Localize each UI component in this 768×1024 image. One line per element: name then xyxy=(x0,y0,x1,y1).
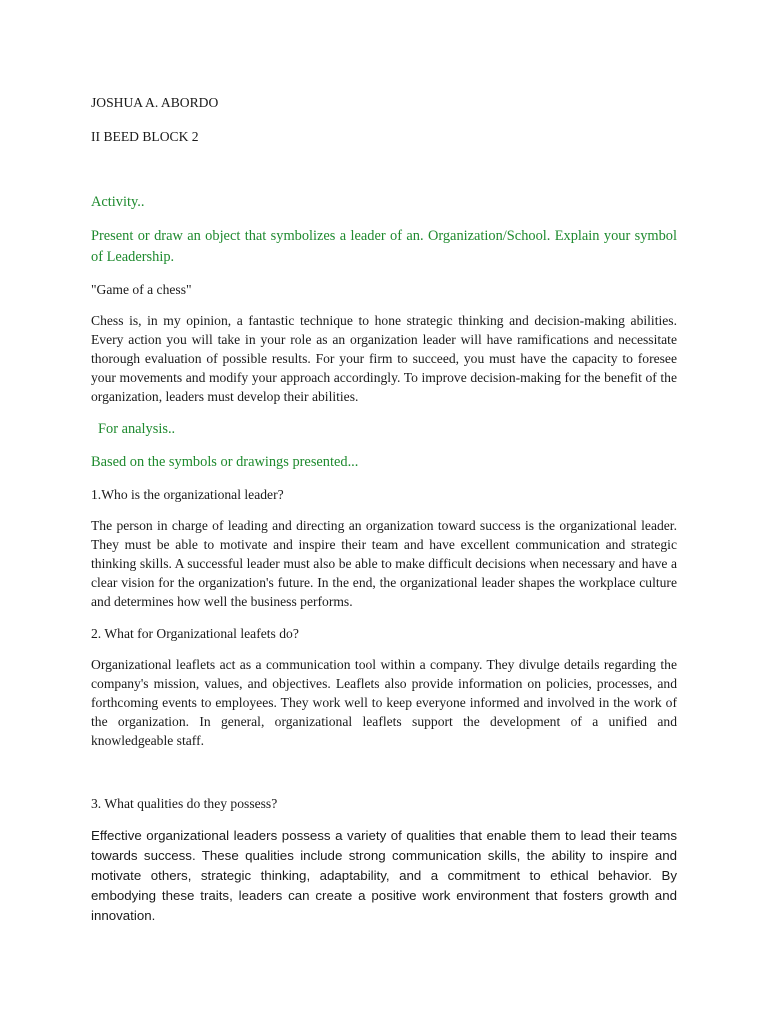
activity-prompt: Present or draw an object that symbolizes a leader of an. Organization/School. Explain your symbol of Leadership. xyxy=(91,228,677,265)
question-3: 3. What qualities do they possess? xyxy=(91,796,278,811)
question-2: 2. What for Organizational leafets do? xyxy=(91,626,299,641)
analysis-intro: Based on the symbols or drawings presented... xyxy=(91,454,359,470)
answer-3: Effective organizational leaders possess a variety of qualities that enable them to lead their teams towards success. These qualities include strong communication skills, the ability to inspire and motivate others, strategic thinking, adaptability, and a commitment to ethical behavior. By embodying these traits, leaders can create a positive work environment that fosters growth and innovation. xyxy=(91,828,677,923)
student-name: JOSHUA A. ABORDO xyxy=(91,95,219,110)
symbol-explanation: Chess is, in my opinion, a fantastic technique to hone strategic thinking and decision-making abilities. Every action you will take in your role as an organization leader will have ramifications and necessitate thorough evaluation of possible results. For your firm to succeed, you must have the capacity to foresee your movements and modify your approach accordingly. To improve decision-making for the benefit of the organization, leaders must develop their abilities. xyxy=(91,313,677,404)
question-1: 1.Who is the organizational leader? xyxy=(91,487,284,502)
student-section: II BEED BLOCK 2 xyxy=(91,129,199,144)
symbol-title: "Game of a chess" xyxy=(91,282,192,297)
answer-1: The person in charge of leading and directing an organization toward success is the organizational leader. They must be able to motivate and inspire their team and have excellent communication and strategic thinking skills. A successful leader must also be able to make difficult decisions when necessary and have a clear vision for the organization's future. In the end, the organizational leader shapes the workplace culture and determines how well the business performs. xyxy=(91,518,677,609)
analysis-heading: For analysis.. xyxy=(98,421,176,437)
activity-heading: Activity.. xyxy=(91,194,145,210)
answer-2: Organizational leaflets act as a communication tool within a company. They divulge details regarding the company's mission, values, and objectives. Leaflets also provide information on policies, processes, and forthcoming events to employees. They work well to keep everyone informed and involved in the work of the organization. In general, organizational leaflets support the development of a unified and knowledgeable staff. xyxy=(91,657,677,748)
